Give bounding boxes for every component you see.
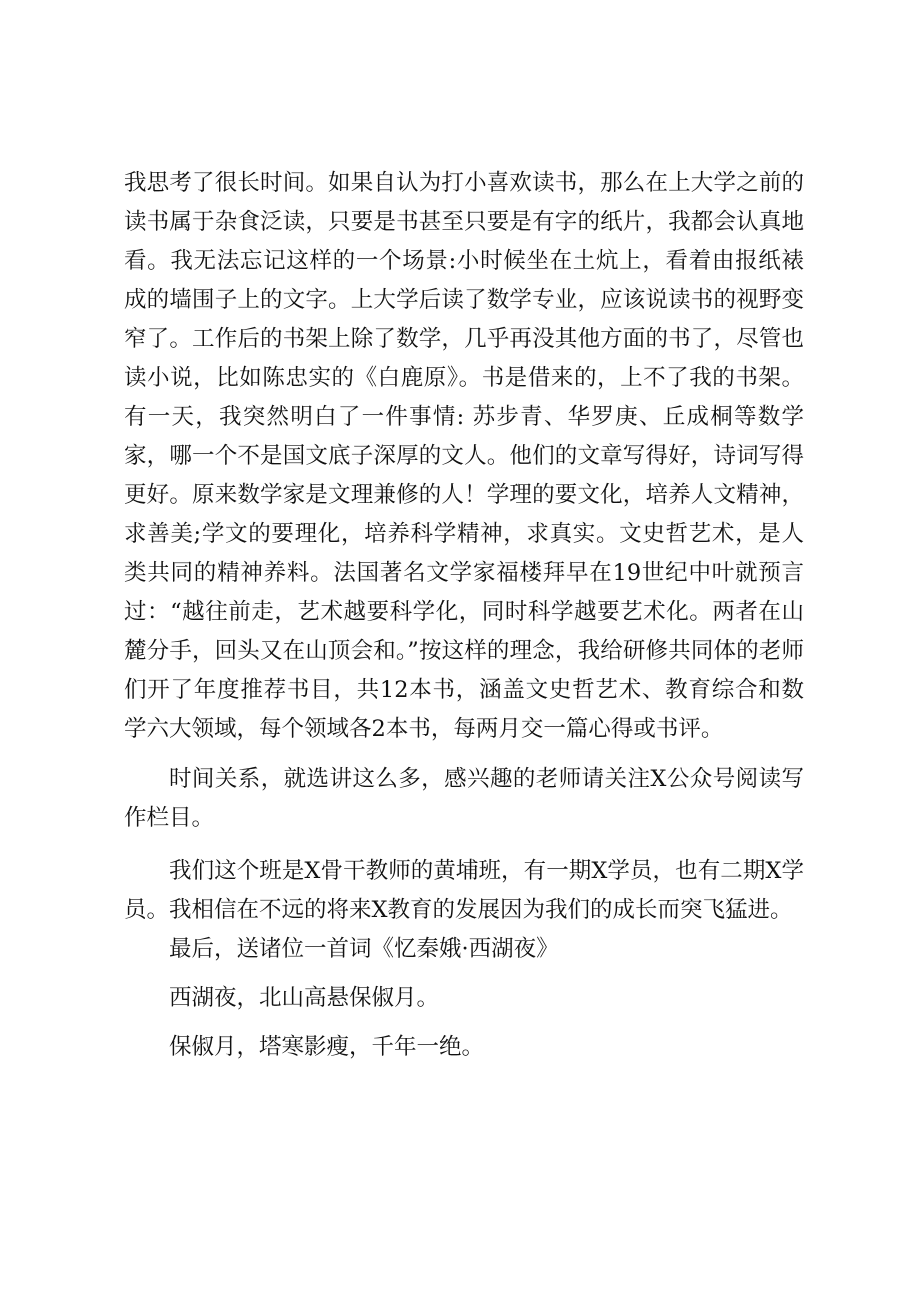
paragraph-time-note: 时间关系，就选讲这么多，感兴趣的老师请关注X公众号阅读写作栏目。: [124, 766, 804, 831]
poem-line-2: 保俶月，塔寒影瘦，千年一绝。: [169, 1034, 485, 1060]
paragraph-reading-reflection: 我思考了很长时间。如果自认为打小喜欢读书，那么在上大学之前的读书属于杂食泛读，只要是书甚至只要是有字的纸片，我都会认真地看。我无法忘记这样的一个场景:小时候坐在土炕上，看着由报纸裱成的墙围子上的文字。上大学后读了数学专业，应该说读书的视野变窄了。工作后的书架上除了数学，几乎再没其他方面的书了，尽管也读小说，比如陈忠实的《白鹿原》。书是借来的，上不了我的书架。有一天，我突然明白了一件事情: 苏步青、华罗庚、丘成桐等数学家，哪一个不是国文底子深厚的文人。他们的文章写得好，诗词写得更好。原来数学家是文理兼修的人！学理的要文化，培养人文精神，求善美;学文的要理化，培养科学精神，求真实。文史哲艺术，是人类共同的精神养料。法国著名文学家福楼拜早在19世纪中叶就预言过：“越往前走，艺术越要科学化，同时科学越要艺术化。两者在山麓分手，回头又在山顶会和。”按这样的理念，我给研修共同体的老师们开了年度推荐书目，共12本书，涵盖文史哲艺术、教育综合和数学六大领域，每个领域各2本书，每两月交一篇心得或书评。: [124, 170, 804, 742]
poem-line-1: 西湖夜，北山高悬保俶月。: [169, 985, 440, 1011]
document-body: [124, 164, 804, 1067]
poem-intro-line: 最后，送诸位一首词《忆秦娥·西湖夜》: [169, 936, 559, 962]
paragraph-class-note: 我们这个班是X骨干教师的黄埔班，有一期X学员，也有二期X学员。我相信在不远的将来X教育的发展因为我们的成长而突飞猛进。: [124, 858, 804, 923]
